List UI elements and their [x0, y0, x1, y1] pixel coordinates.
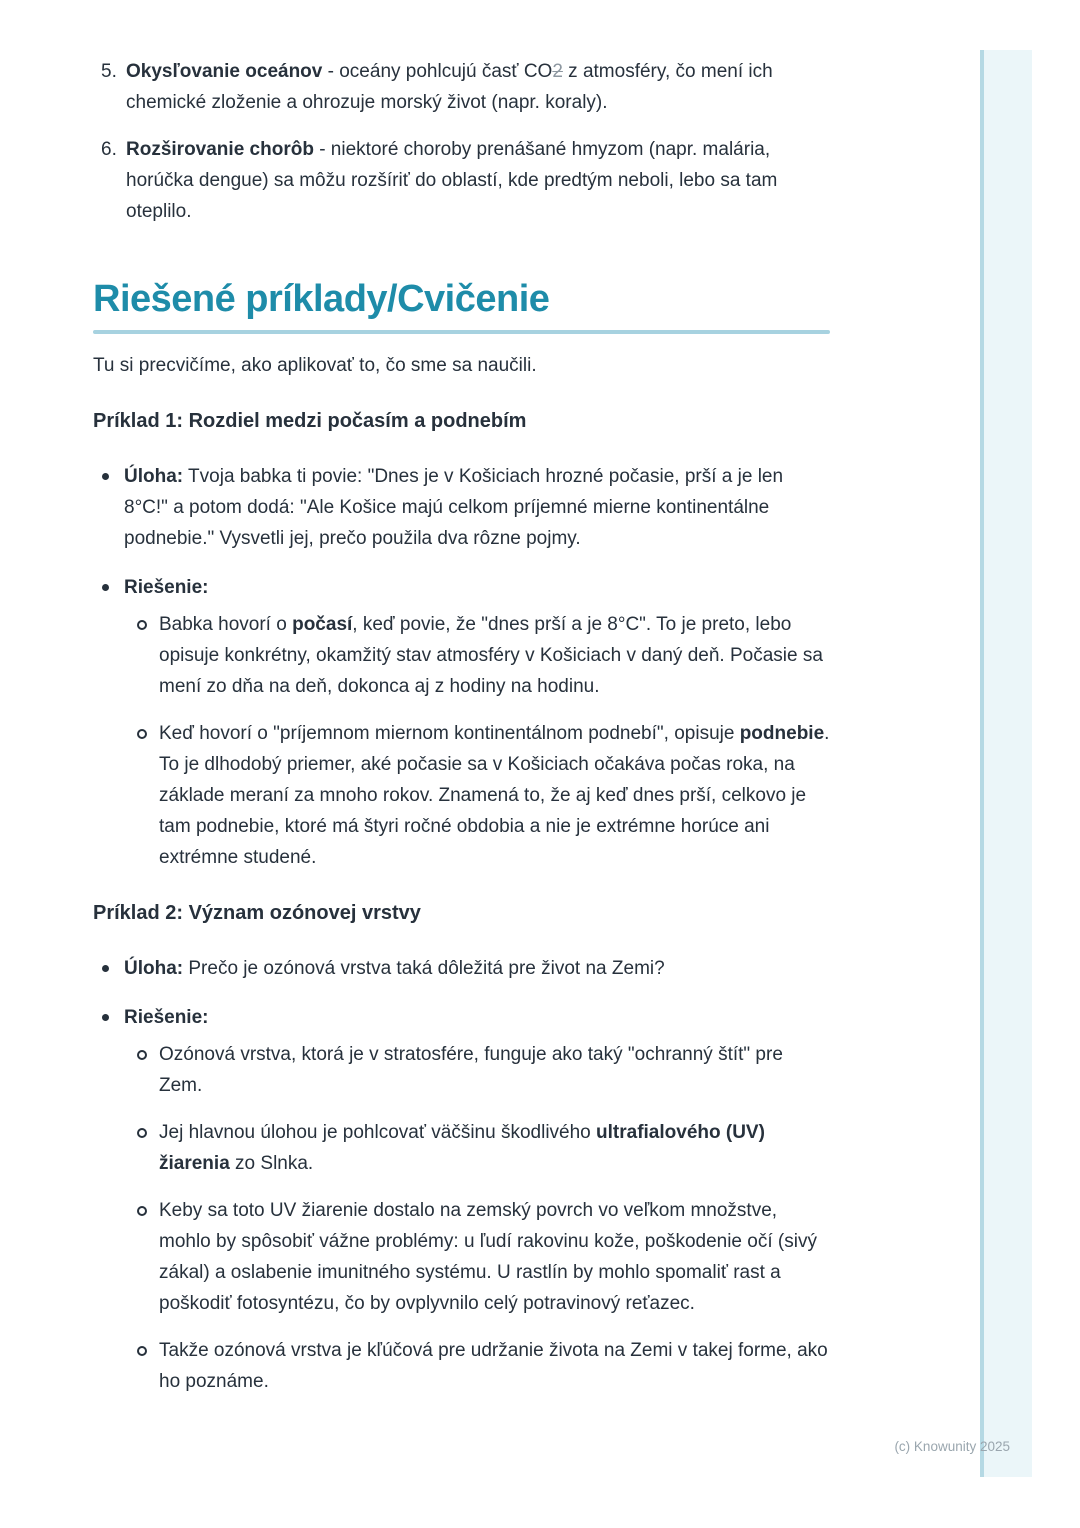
sub-list-item [136, 1335, 830, 1397]
sub-list-item [136, 718, 830, 873]
bullet-ring-icon [136, 1039, 159, 1101]
list-item [101, 953, 830, 984]
copyright-text: (c) Knowunity 2025 [894, 1439, 1010, 1454]
sub-list-item [136, 609, 830, 702]
example-2-heading: Príklad 2: Význam ozónovej vrstvy [93, 902, 421, 924]
bullet-ring-icon [136, 1117, 159, 1179]
example-section-1 [93, 407, 830, 873]
bold-text: Rozširovanie chorôb [126, 139, 314, 160]
text-segment: , keď povie, že "dnes prší a je 8°C". To je preto, lebo opisuje konkrétny, okamžitý stav atmosféry v Košiciach v daný deň. Počasie sa mení zo dňa na deň, dokonca aj z hodiny na hodinu. [159, 614, 823, 697]
text-segment: Takže ozónová vrstva je kľúčová pre udržanie života na Zemi v takej forme, ako ho poznáme. [159, 1340, 828, 1392]
example-1-heading: Príklad 1: Rozdiel medzi počasím a podnebím [93, 410, 527, 432]
list-item-text [124, 953, 830, 984]
sub-list-item [136, 1117, 830, 1179]
sub-list-item [136, 1195, 830, 1319]
bullet-ring-icon [136, 1335, 159, 1397]
list-item-text [124, 1002, 830, 1397]
text-segment: Prečo je ozónová vrstva taká dôležitá pre život na Zemi? [183, 958, 665, 979]
text-segment: - niektoré choroby prenášané hmyzom (napr. malária, horúčka dengue) sa môžu rozšíriť do oblastí, kde predtým neboli, lebo sa tam oteplilo. [126, 139, 778, 222]
bold-text: Riešenie: [124, 577, 209, 598]
text-segment: z atmosféry, čo mení ich chemické zloženie a ohrozuje morský život (napr. koraly). [126, 61, 773, 113]
bullet-ring-icon [136, 718, 159, 873]
bullet-ring-icon [136, 609, 159, 702]
bullet-ring-icon [136, 1195, 159, 1319]
list-item [101, 1002, 830, 1397]
numbered-list [93, 56, 830, 227]
numbered-list-item [101, 134, 830, 227]
bold-text: Úloha: [124, 958, 184, 979]
sub-list-item [136, 1039, 830, 1101]
bullet-dot-icon [101, 953, 124, 984]
list-item-text [159, 609, 830, 702]
list-item-text [126, 134, 830, 227]
list-item-text [126, 56, 830, 118]
text-segment: - oceány pohlcujú časť CO [322, 61, 553, 82]
list-item [101, 572, 830, 873]
bullet-dot-icon [101, 461, 124, 554]
bold-text: podnebie [739, 723, 825, 744]
section-title: Riešené príklady/Cvičenie [93, 278, 550, 320]
sub-bullet-list [124, 1039, 830, 1397]
bold-text: Úloha: [124, 466, 184, 487]
list-item-text [124, 461, 830, 554]
example-1-bullet-list [93, 461, 830, 873]
list-item-text [159, 1195, 830, 1319]
text-segment: Keby sa toto UV žiarenie dostalo na zemský povrch vo veľkom množstve, mohlo by spôsobiť vážne problémy: u ľudí rakovinu kože, poškodenie očí (sivý zákal) a oslabenie imunitného systému. U rastlín by mohlo spomaliť rast a poškodiť fotosyntézu, čo by ovplyvnilo celý potravinový reťazec. [159, 1200, 817, 1314]
numbered-list-item [101, 56, 830, 118]
text-segment: Keď hovorí o "príjemnom miernom kontinentálnom podnebí", opisuje [159, 723, 740, 744]
bold-text: počasí [292, 614, 353, 635]
list-item-text [159, 1117, 830, 1179]
text-segment: . To je dlhodobý priemer, aké počasie sa v Košiciach očakáva počas roka, na základe meraní za mnoho rokov. Znamená to, že aj keď dnes prší, celkovo je tam podnebie, ktoré má štyri ročné obdobia a nie je extrémne horúce ani extrémne studené. [159, 723, 830, 868]
sub-bullet-list [124, 609, 830, 873]
text-segment: Tvoja babka ti povie: "Dnes je v Košiciach hrozné počasie, prší a je len 8°C!" a potom dodá: "Ale Košice majú celkom príjemné mierne kontinentálne podnebie." Vysvetli jej, prečo použila dva rôzne pojmy. [124, 466, 784, 549]
section-intro: Tu si precvičíme, ako aplikovať to, čo sme sa naučili. [93, 355, 537, 376]
example-2-bullet-list [93, 953, 830, 1397]
text-segment: Babka hovorí o [159, 614, 293, 635]
text-segment: Ozónová vrstva, ktorá je v stratosfére, funguje ako taký "ochranný štít" pre Zem. [159, 1044, 783, 1096]
bullet-dot-icon [101, 1002, 124, 1397]
note-content [93, 56, 830, 1415]
section-divider [93, 330, 830, 334]
example-section-2 [93, 899, 830, 1397]
bold-text: Riešenie: [124, 1007, 209, 1028]
bullet-dot-icon [101, 572, 124, 873]
list-item [101, 461, 830, 554]
strikethrough-text: 2 [552, 61, 563, 82]
bold-text: Okysľovanie oceánov [126, 61, 323, 82]
text-segment: zo Slnka. [229, 1153, 314, 1174]
list-number: 6. [101, 139, 117, 160]
list-item-text [124, 572, 830, 873]
list-item-text [159, 1335, 830, 1397]
page-footer [894, 1438, 1010, 1456]
bold-text: ultrafialového (UV) žiarenia [159, 1122, 765, 1174]
list-number: 5. [101, 61, 117, 82]
page-accent-strip [980, 50, 1032, 1477]
list-item-text [159, 718, 830, 873]
text-segment: Jej hlavnou úlohou je pohlcovať väčšinu škodlivého [159, 1122, 597, 1143]
list-item-text [159, 1039, 830, 1101]
